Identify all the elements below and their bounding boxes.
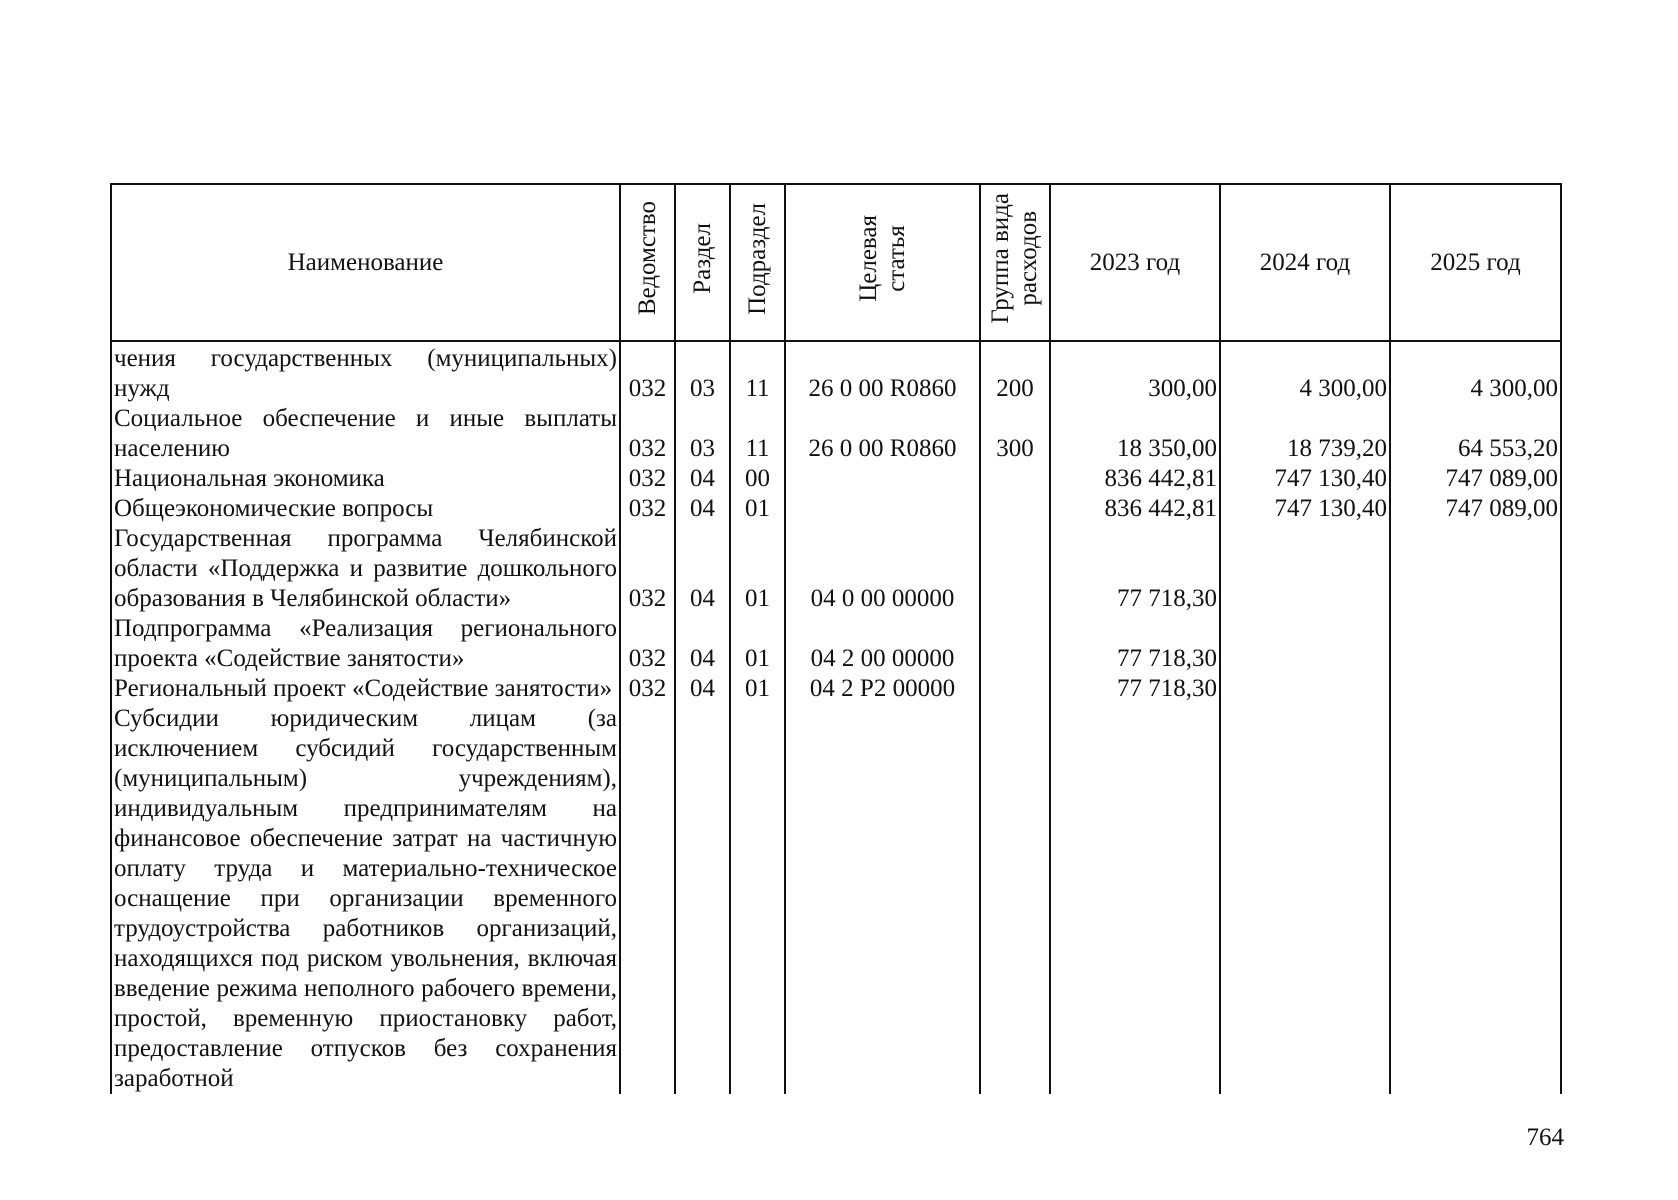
row-vedomstvo: 032 (620, 524, 675, 614)
row-value-2023: 300,00 (1050, 341, 1220, 404)
table-row (111, 524, 1561, 614)
row-value-2024: 4 300,00 (1220, 341, 1390, 404)
header-2025-label: 2025 год (1430, 248, 1521, 276)
row-vedomstvo: 032 (620, 404, 675, 464)
row-name: Общеэкономические вопросы (111, 494, 620, 524)
row-value-2023: 18 350,00 (1050, 404, 1220, 464)
row-value-2024: 18 739,20 (1220, 404, 1390, 464)
row-gruppa: 300 (980, 404, 1050, 464)
header-celevaya-statya (785, 184, 980, 341)
row-gruppa (980, 494, 1050, 524)
row-name: Социальное обеспечение и иные выплаты населению (111, 404, 620, 464)
header-podrazdel (730, 184, 785, 341)
table-row (111, 674, 1561, 704)
row-value-2025 (1390, 704, 1561, 1094)
row-celevaya-statya: 04 2 00 00000 (785, 614, 980, 674)
row-razdel: 04 (675, 524, 730, 614)
row-vedomstvo (620, 704, 675, 1094)
table-row (111, 404, 1561, 464)
row-value-2025: 747 089,00 (1390, 494, 1561, 524)
row-value-2024: 747 130,40 (1220, 464, 1390, 494)
row-value-2024 (1220, 674, 1390, 704)
row-name: чения государственных (муниципальных) нужд (111, 341, 620, 404)
row-name: Подпрограмма «Реализация регионального проекта «Содействие занятости» (111, 614, 620, 674)
row-celevaya-statya: 04 2 Р2 00000 (785, 674, 980, 704)
row-razdel: 03 (675, 341, 730, 404)
header-2023 (1050, 184, 1220, 341)
row-value-2025 (1390, 674, 1561, 704)
row-celevaya-statya (785, 494, 980, 524)
table-row (111, 614, 1561, 674)
row-vedomstvo: 032 (620, 614, 675, 674)
row-razdel (675, 704, 730, 1094)
row-vedomstvo: 032 (620, 674, 675, 704)
row-podrazdel: 11 (730, 404, 785, 464)
row-gruppa (980, 464, 1050, 494)
table-header (111, 184, 1561, 341)
row-gruppa (980, 704, 1050, 1094)
table-row (111, 464, 1561, 494)
header-2023-label: 2023 год (1089, 248, 1181, 276)
row-value-2025 (1390, 524, 1561, 614)
table-row (111, 704, 1561, 1094)
header-name-label: Наименование (287, 248, 444, 276)
header-razdel (675, 184, 730, 341)
header-vedomstvo (620, 184, 675, 341)
row-podrazdel: 01 (730, 614, 785, 674)
header-gruppa-vida-rashodov-label: Группа вида расходов (987, 193, 1042, 324)
header-gruppa-vida-rashodov (980, 184, 1050, 341)
row-podrazdel (730, 704, 785, 1094)
row-value-2025 (1390, 614, 1561, 674)
header-podrazdel-label: Подраздел (743, 202, 771, 315)
row-value-2023: 77 718,30 (1050, 524, 1220, 614)
row-value-2023: 77 718,30 (1050, 614, 1220, 674)
header-2024 (1220, 184, 1390, 341)
row-gruppa (980, 674, 1050, 704)
row-value-2023: 77 718,30 (1050, 674, 1220, 704)
row-value-2023: 836 442,81 (1050, 494, 1220, 524)
row-razdel: 04 (675, 494, 730, 524)
row-celevaya-statya (785, 704, 980, 1094)
row-value-2025: 64 553,20 (1390, 404, 1561, 464)
table-row (111, 494, 1561, 524)
row-razdel: 04 (675, 674, 730, 704)
row-podrazdel: 01 (730, 524, 785, 614)
row-name: Государственная программа Челябинской области «Поддержка и развитие дошкольного образования в Челябинской области» (111, 524, 620, 614)
row-podrazdel: 11 (730, 341, 785, 404)
header-name (111, 184, 620, 341)
row-gruppa (980, 524, 1050, 614)
row-value-2024 (1220, 614, 1390, 674)
row-name: Субсидии юридическим лицам (за исключением субсидий государственным (муниципальным) учреждениям), индивидуальным предпринимателям на финансовое обеспечение затрат на частичную оплату труда и материально-техническое оснащение при организации временного трудоустройства работников организаций, находящихся под риском увольнения, включая введение режима неполного рабочего времени, простой, временную приостановку работ, предоставление отпусков без сохранения заработной (111, 704, 620, 1094)
table-row (111, 341, 1561, 404)
row-celevaya-statya: 26 0 00 R0860 (785, 404, 980, 464)
row-vedomstvo: 032 (620, 341, 675, 404)
header-celevaya-statya-label: Целевая статья (854, 215, 910, 302)
table-body (111, 341, 1561, 1094)
row-podrazdel: 01 (730, 494, 785, 524)
header-razdel-label: Раздел (688, 223, 716, 294)
row-name: Региональный проект «Содействие занятости» (111, 674, 620, 704)
row-razdel: 03 (675, 404, 730, 464)
header-vedomstvo-label: Ведомство (633, 201, 661, 316)
header-2024-label: 2024 год (1259, 248, 1351, 276)
row-vedomstvo: 032 (620, 494, 675, 524)
row-gruppa (980, 614, 1050, 674)
row-celevaya-statya (785, 464, 980, 494)
row-value-2024: 747 130,40 (1220, 494, 1390, 524)
row-gruppa: 200 (980, 341, 1050, 404)
budget-table (110, 183, 1562, 1094)
row-podrazdel: 00 (730, 464, 785, 494)
row-celevaya-statya: 04 0 00 00000 (785, 524, 980, 614)
row-value-2024 (1220, 524, 1390, 614)
row-celevaya-statya: 26 0 00 R0860 (785, 341, 980, 404)
row-value-2025: 747 089,00 (1390, 464, 1561, 494)
row-value-2023 (1050, 704, 1220, 1094)
row-value-2024 (1220, 704, 1390, 1094)
row-razdel: 04 (675, 614, 730, 674)
page-number: 764 (1526, 1124, 1564, 1151)
row-vedomstvo: 032 (620, 464, 675, 494)
row-name: Национальная экономика (111, 464, 620, 494)
row-razdel: 04 (675, 464, 730, 494)
header-2025 (1390, 184, 1561, 341)
row-podrazdel: 01 (730, 674, 785, 704)
row-value-2025: 4 300,00 (1390, 341, 1561, 404)
row-value-2023: 836 442,81 (1050, 464, 1220, 494)
